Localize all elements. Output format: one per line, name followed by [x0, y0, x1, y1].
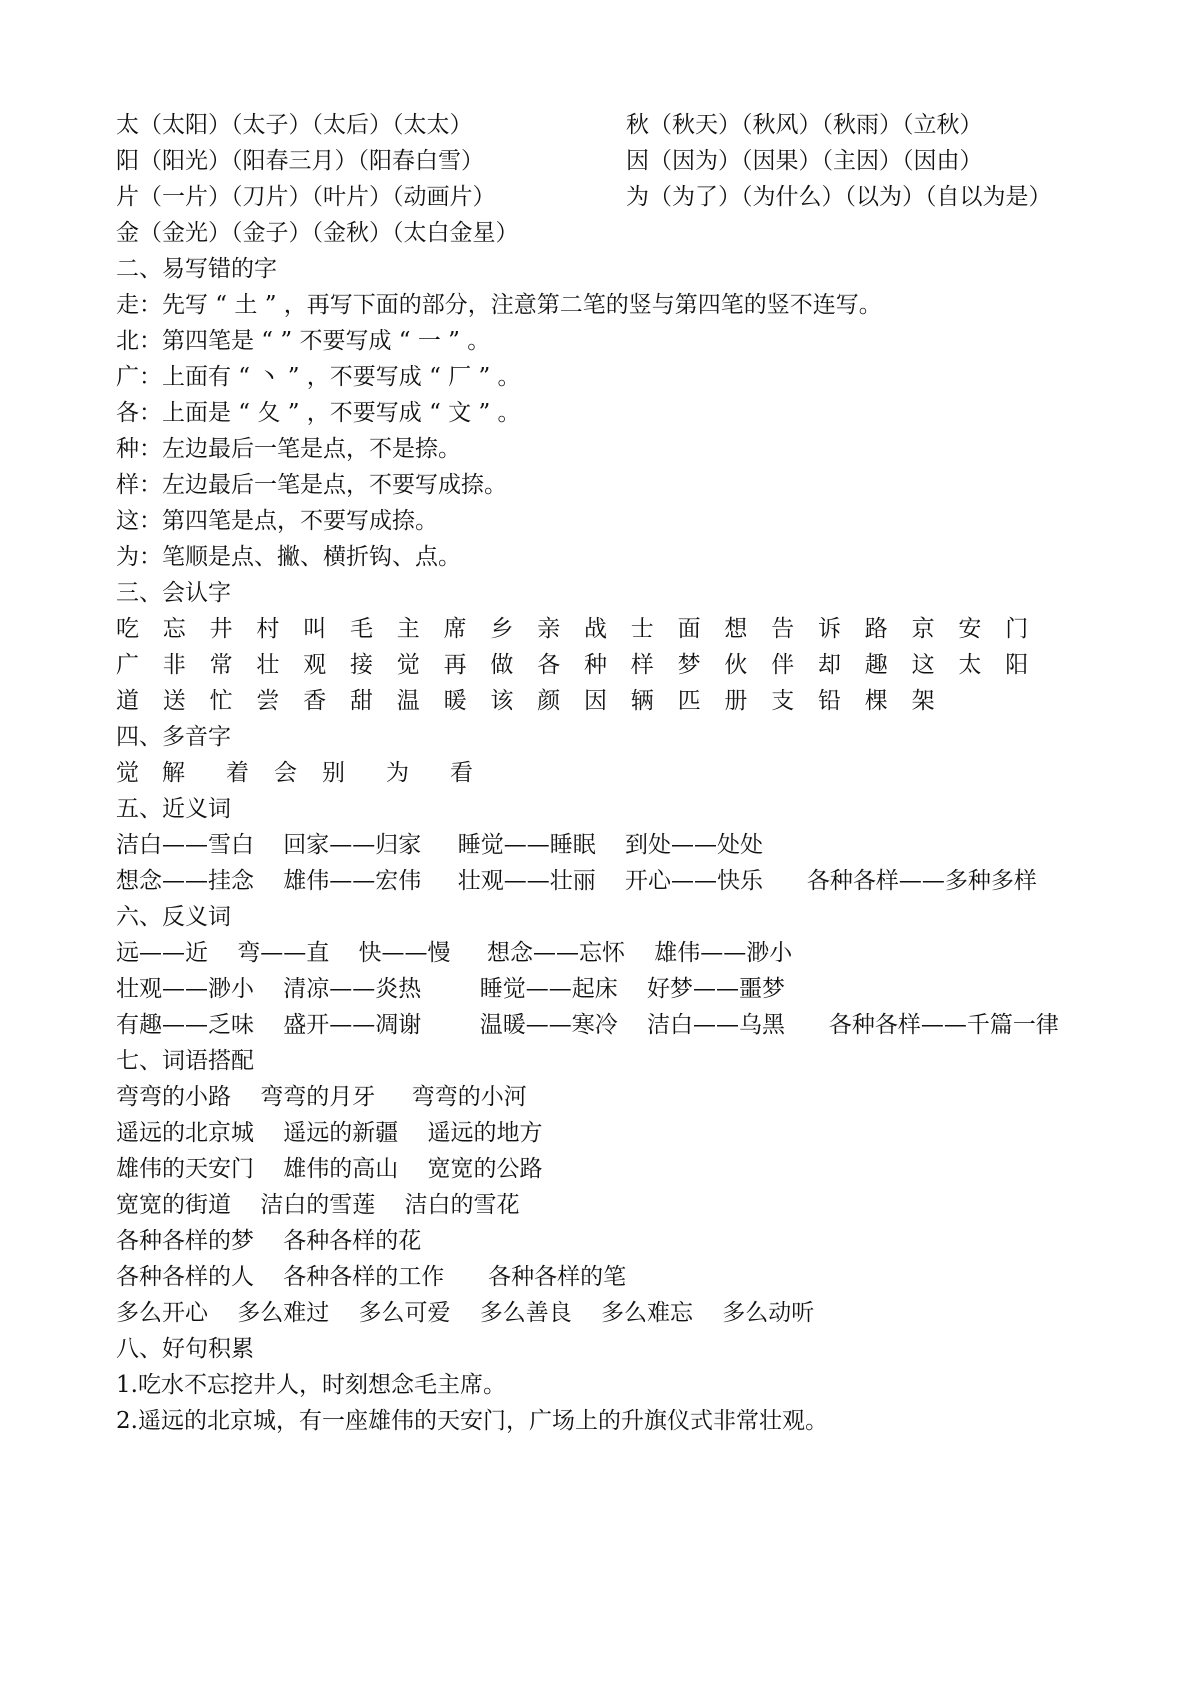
character: 伴 [771, 652, 795, 678]
character: 暖 [443, 688, 467, 714]
character: 忘 [162, 616, 186, 642]
antonym-line: 有趣——乏味 盛开——凋谢 温暖——寒冷 洁白——乌黑 各种各样——千篇一律 [116, 1012, 1059, 1038]
word-group-line: 为（为了）（为什么）（以为）（自以为是） [626, 184, 1052, 210]
character: 册 [724, 688, 748, 714]
character: 棵 [864, 688, 888, 714]
character: 亲 [537, 616, 561, 642]
word-group-line: 片（一片）（刀片）（叶片）（动画片） [116, 184, 496, 210]
character: 这 [911, 652, 935, 678]
character: 支 [771, 688, 795, 714]
character: 井 [209, 616, 233, 642]
synonym-line: 想念——挂念 雄伟——宏伟 壮观——壮丽 开心——快乐 各种各样——多种多样 [116, 868, 1037, 894]
character: 因 [584, 688, 607, 714]
character: 常 [209, 652, 233, 678]
character: 门 [1005, 616, 1029, 642]
phrase-line: 弯弯的小路 弯弯的月牙 弯弯的小河 [116, 1084, 527, 1110]
word-group-line: 秋（秋天）（秋风）（秋雨）（立秋） [626, 112, 983, 138]
character: 广 [116, 652, 139, 678]
phrase-line: 多么开心 多么难过 多么可爱 多么善良 多么难忘 多么动听 [116, 1300, 815, 1326]
antonym-line: 壮观——渺小 清凉——炎热 睡觉——起床 好梦——噩梦 [116, 976, 785, 1002]
character: 叫 [303, 616, 327, 642]
character: 做 [490, 652, 514, 678]
note-line: 为：笔顺是点、撇、横折钩、点。 [116, 544, 461, 570]
section-heading: 三、会认字 [116, 580, 231, 606]
character: 忙 [209, 688, 233, 714]
character: 觉 [116, 760, 139, 786]
character: 壮 [256, 652, 280, 678]
phrase-line: 遥远的北京城 遥远的新疆 遥远的地方 [116, 1120, 543, 1146]
character: 会 [274, 760, 297, 786]
character: 伙 [724, 652, 748, 678]
character: 颜 [537, 688, 561, 714]
character: 阳 [1005, 652, 1029, 678]
character: 却 [818, 652, 841, 678]
character: 看 [450, 760, 473, 786]
character: 种 [584, 652, 607, 678]
character: 面 [677, 616, 701, 642]
character: 战 [584, 616, 607, 642]
phrase-line: 各种各样的梦 各种各样的花 [116, 1228, 422, 1254]
character: 主 [396, 616, 420, 642]
character: 安 [958, 616, 982, 642]
note-line: 各：上面是 “ 夂 ” ，不要写成 “ 文 ” 。 [116, 400, 521, 426]
character: 路 [864, 616, 888, 642]
section-heading: 二、易写错的字 [116, 256, 277, 282]
synonym-line: 洁白——雪白 回家——归家 睡觉——睡眠 到处——处处 [116, 832, 764, 858]
character: 接 [350, 652, 373, 678]
character: 诉 [818, 616, 841, 642]
character: 道 [116, 688, 139, 714]
character: 吃 [116, 616, 139, 642]
character: 香 [303, 688, 327, 714]
character: 样 [630, 652, 654, 678]
character: 乡 [490, 616, 514, 642]
section-heading: 七、词语搭配 [116, 1048, 254, 1074]
note-line: 广：上面有 “ 丶 ” ，不要写成 “ 厂 ” 。 [116, 364, 521, 390]
character: 京 [911, 616, 935, 642]
phrase-line: 各种各样的人 各种各样的工作 各种各样的笔 [116, 1264, 627, 1290]
sentence-line: 2.遥远的北京城，有一座雄伟的天安门，广场上的升旗仪式非常壮观。 [116, 1408, 828, 1434]
character: 梦 [677, 652, 701, 678]
character: 告 [771, 616, 795, 642]
word-group-line: 太（太阳）（太子）（太后）（太太） [116, 112, 473, 138]
section-heading: 六、反义词 [116, 904, 231, 930]
character: 士 [630, 616, 654, 642]
note-line: 北：第四笔是 “ ” 不要写成 “ 一 ” 。 [116, 328, 491, 354]
character: 席 [443, 616, 467, 642]
character: 太 [958, 652, 982, 678]
section-heading: 四、多音字 [116, 724, 231, 750]
character: 想 [724, 616, 748, 642]
section-heading: 八、好句积累 [116, 1336, 254, 1362]
phrase-line: 宽宽的街道 洁白的雪莲 洁白的雪花 [116, 1192, 520, 1218]
sentence-line: 1.吃水不忘挖井人，时刻想念毛主席。 [116, 1372, 506, 1398]
character: 尝 [256, 688, 280, 714]
word-group-line: 阳（阳光）（阳春三月）（阳春白雪） [116, 148, 484, 174]
character: 观 [303, 652, 327, 678]
section-heading: 五、近义词 [116, 796, 231, 822]
character: 为 [386, 760, 409, 786]
note-line: 走：先写 “ 土 ” ，再写下面的部分，注意第二笔的竖与第四笔的竖不连写。 [116, 292, 882, 318]
character: 村 [256, 616, 280, 642]
character: 温 [396, 688, 420, 714]
character: 解 [162, 760, 185, 786]
note-line: 这：第四笔是点，不要写成捺。 [116, 508, 438, 534]
character: 着 [226, 760, 249, 786]
antonym-line: 远——近 弯——直 快——慢 想念——忘怀 雄伟——渺小 [116, 940, 793, 966]
character: 再 [443, 652, 467, 678]
character: 觉 [396, 652, 420, 678]
word-group-line: 因（因为）（因果）（主因）（因由） [626, 148, 983, 174]
character: 辆 [630, 688, 654, 714]
character: 架 [911, 688, 935, 714]
character: 该 [490, 688, 514, 714]
character: 匹 [677, 688, 701, 714]
character: 各 [537, 652, 561, 678]
character: 甜 [350, 688, 373, 714]
phrase-line: 雄伟的天安门 雄伟的高山 宽宽的公路 [116, 1156, 543, 1182]
word-group-line: 金（金光）（金子）（金秋）（太白金星） [116, 220, 519, 246]
character: 铅 [818, 688, 841, 714]
character: 送 [162, 688, 186, 714]
note-line: 种：左边最后一笔是点，不是捺。 [116, 436, 461, 462]
note-line: 样：左边最后一笔是点，不要写成捺。 [116, 472, 507, 498]
character: 非 [162, 652, 186, 678]
character: 毛 [350, 616, 373, 642]
character: 别 [322, 760, 345, 786]
character: 趣 [864, 652, 888, 678]
